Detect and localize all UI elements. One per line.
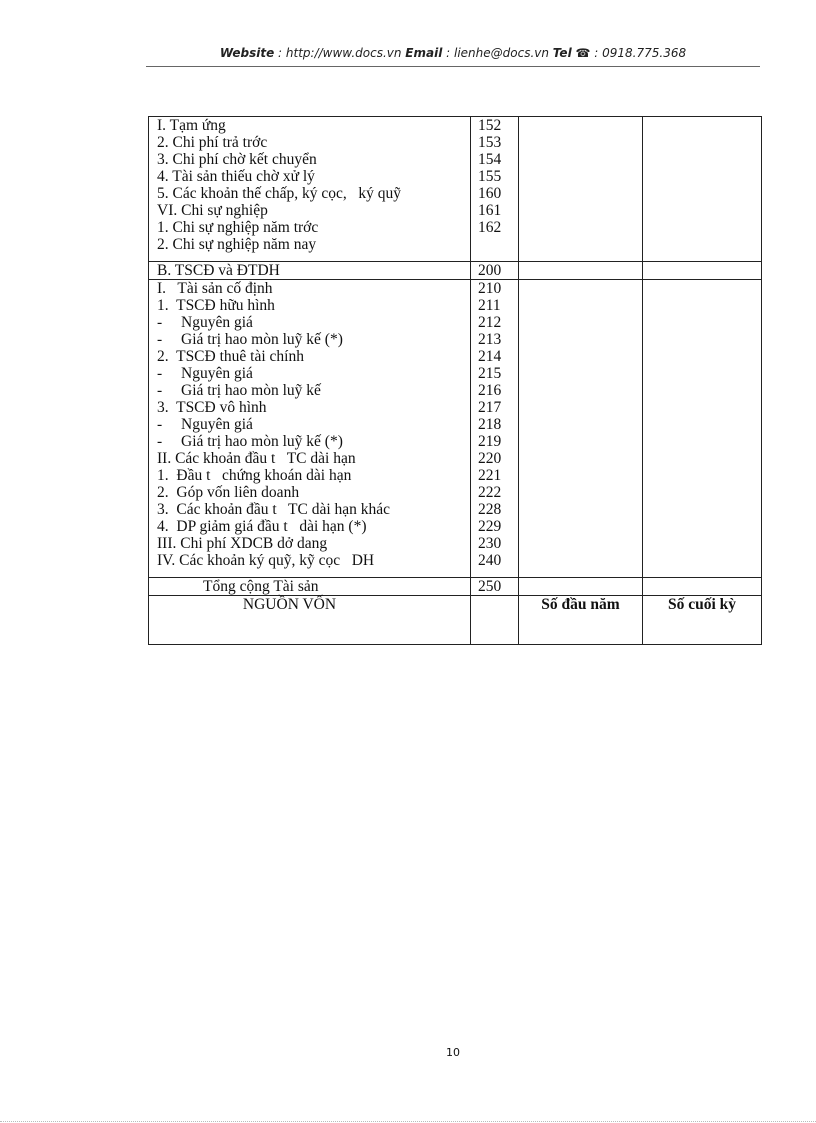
header-divider	[146, 66, 760, 67]
page-header	[146, 46, 760, 60]
item-code: 153	[478, 134, 502, 151]
item-name: 3. TSCĐ vô hình	[157, 399, 267, 416]
item-code: 216	[478, 382, 502, 399]
table-row	[149, 117, 762, 262]
item-code: 161	[478, 202, 502, 219]
item-name: - Nguyên giá	[157, 365, 253, 382]
page-number: 10	[446, 1046, 460, 1059]
item-name: 5. Các khoản thế chấp, ký cọc, ký quỹ	[157, 185, 402, 202]
item-name: 1. Chi sự nghiệp năm trớc	[157, 219, 319, 236]
item-code: 218	[478, 416, 502, 433]
website-value[interactable]: : http://www.docs.vn	[274, 46, 406, 60]
dash-bullet: -	[157, 382, 163, 399]
item-name: - Giá trị hao mòn luỹ kế	[157, 382, 321, 399]
start-year-value-cell[interactable]	[519, 117, 643, 262]
item-code: 152	[478, 117, 502, 134]
item-code: 210	[478, 280, 502, 297]
item-code: 220	[478, 450, 502, 467]
item-code: 230	[478, 535, 502, 552]
table-row	[149, 578, 762, 596]
section-b-code: 200	[471, 262, 519, 280]
total-assets-label: Tổng cộng Tài sản	[149, 578, 471, 596]
end-period-value-cell[interactable]	[643, 578, 762, 596]
email-label: Email	[405, 46, 443, 60]
item-name: 3. Các khoản đầu t TC dài hạn khác	[157, 501, 391, 518]
item-codes-cell	[471, 280, 519, 578]
item-code: 240	[478, 552, 502, 569]
item-code: 154	[478, 151, 502, 168]
item-name: I. Tạm ứng	[157, 117, 226, 134]
item-name: III. Chi phí XDCB dở dang	[157, 535, 328, 552]
start-year-value-cell[interactable]	[519, 262, 643, 280]
item-names-cell	[149, 117, 471, 262]
item-name: 1. TSCĐ hữu hình	[157, 297, 275, 314]
item-code: 221	[478, 467, 502, 484]
item-code: 162	[478, 219, 502, 236]
dash-bullet: -	[157, 365, 163, 382]
item-code: 229	[478, 518, 502, 535]
item-name: 2. TSCĐ thuê tài chính	[157, 348, 304, 365]
dash-bullet: -	[157, 416, 163, 433]
item-code: 213	[478, 331, 502, 348]
balance-sheet-table	[148, 116, 762, 645]
dash-bullet: -	[157, 331, 163, 348]
item-code: 211	[478, 297, 501, 314]
end-period-column-header: Số cuối kỳ	[643, 596, 762, 645]
start-year-value-cell[interactable]	[519, 578, 643, 596]
end-period-value-cell[interactable]	[643, 117, 762, 262]
item-name: I. Tài sản cố định	[157, 280, 273, 297]
dash-bullet: -	[157, 433, 163, 450]
item-name: VI. Chi sự nghiệp	[157, 202, 268, 219]
item-codes-cell	[471, 117, 519, 262]
table-row	[149, 262, 762, 280]
table-row	[149, 596, 762, 645]
item-code: 212	[478, 314, 502, 331]
website-label: Website	[219, 46, 275, 60]
item-names-cell	[149, 280, 471, 578]
item-name: 2. Chi phí trả trớc	[157, 134, 268, 151]
item-code: 217	[478, 399, 502, 416]
item-name: II. Các khoản đầu t TC dài hạn	[157, 450, 356, 467]
item-name: 2. Góp vốn liên doanh	[157, 484, 300, 501]
item-name: 2. Chi sự nghiệp năm nay	[157, 236, 317, 253]
item-code: 214	[478, 348, 502, 365]
start-year-value-cell[interactable]	[519, 280, 643, 578]
total-assets-code: 250	[471, 578, 519, 596]
code-header-cell	[471, 596, 519, 645]
item-name: IV. Các khoản ký quỹ, kỹ cọc DH	[157, 552, 375, 569]
item-code: 222	[478, 484, 502, 501]
item-name: - Giá trị hao mòn luỹ kế (*)	[157, 331, 343, 348]
section-b-label: B. TSCĐ và ĐTDH	[149, 262, 471, 280]
end-period-value-cell[interactable]	[643, 280, 762, 578]
tel-label: Tel	[552, 46, 572, 60]
item-code: 215	[478, 365, 502, 382]
end-period-value-cell[interactable]	[643, 262, 762, 280]
item-name: - Nguyên giá	[157, 416, 253, 433]
dash-bullet: -	[157, 314, 163, 331]
sources-title: NGUỒN VỐN	[149, 596, 471, 645]
table-row	[149, 280, 762, 578]
item-name: 1. Đầu t chứng khoán dài hạn	[157, 467, 352, 484]
item-name: - Giá trị hao mòn luỹ kế (*)	[157, 433, 343, 450]
item-name: 4. Tài sản thiếu chờ xử lý	[157, 168, 315, 185]
item-code: 228	[478, 501, 502, 518]
page-bottom-border	[0, 1121, 816, 1122]
item-code: 219	[478, 433, 502, 450]
item-name: 3. Chi phí chờ kết chuyển	[157, 151, 317, 168]
item-code: 155	[478, 168, 502, 185]
item-name: 4. DP giảm giá đầu t dài hạn (*)	[157, 518, 367, 535]
tel-value: ☎ : 0918.775.368	[571, 46, 687, 60]
item-name: - Nguyên giá	[157, 314, 253, 331]
email-value[interactable]: : lienhe@docs.vn	[442, 46, 553, 60]
item-code: 160	[478, 185, 502, 202]
start-year-column-header: Số đầu năm	[519, 596, 643, 645]
